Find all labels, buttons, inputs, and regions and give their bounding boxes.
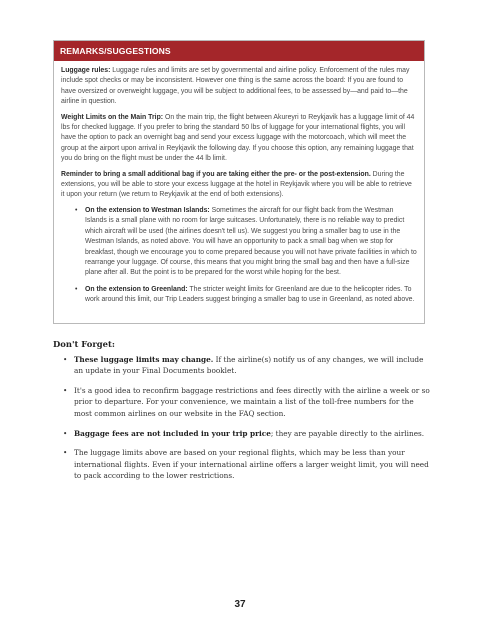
remarks-header: REMARKS/SUGGESTIONS: [54, 41, 424, 61]
greenland-lead: On the extension to Greenland:: [85, 285, 188, 293]
reminder-paragraph: [61, 170, 417, 201]
remarks-box: [53, 40, 425, 324]
item-text: If the airline(s) notify us of any changes, we will include an update in your Final Documents booklet.: [74, 354, 424, 376]
list-item: [63, 385, 433, 420]
westman-text: Sometimes the aircraft for our flight back from the Westman Islands is a small plane with no room for large suitcases. Unfortunately, there is no reliable way to predict which aircraft will be used (the airlines doesn't tell us). We suggest you bring a smaller bag to use in the Westman Islands, as noted above. You will have an opportunity to pack a small bag when we stop for breakfast, though we encourage you to come prepared because you will not have private facilities in which to rearrange your luggage. Of course, this means that you might bring the small bag and then have a full-size plane after all. But the point is to be prepared for the worst while hoping for the best.: [85, 206, 417, 277]
item-text: ; they are payable directly to the airlines.: [270, 428, 425, 438]
list-item-westman: [75, 206, 417, 279]
greenland-text: The stricter weight limits for Greenland are due to the helicopter rides. To work around this limit, our Trip Leaders suggest bringing a smaller bag to use in Greenland, as noted above.: [85, 285, 415, 304]
list-item: [63, 447, 433, 482]
weight-limits-lead: Weight Limits on the Main Trip:: [61, 113, 164, 121]
bullet-icon: •: [75, 285, 78, 293]
weight-limits-paragraph: [61, 113, 417, 165]
extension-list: [61, 206, 417, 306]
weight-limits-text: On the main trip, the flight between Akureyri to Reykjavik has a luggage limit of 44 lbs for checked luggage. If you prefer to bring the standard 50 lbs of luggage for your international flights, you will have the option to pack an overnight bag and send your excess luggage with the motorcoach, which will meet the group at the airport upon arrival in Reykjavik the following day. If you choose this option, any remaining luggage that you do bring on the flight must be under the 44 lb limit.: [61, 113, 415, 163]
bullet-icon: •: [63, 385, 68, 395]
item-bold: Baggage fees are not included in your trip price: [74, 428, 271, 438]
luggage-rules-text: Luggage rules and limits are set by governmental and airline policy. Enforcement of the rules may include spot checks or may be inconsistent. However one thing is the same across the board: If you are found to have oversized or overweight luggage, you will be subject to additional fees, to be assessed by—and paid to—the airline in question.: [61, 67, 410, 106]
item-text: The luggage limits above are based on your regional flights, which may be less than your international flights. Even if your international airline offers a larger weight limit, you will need to pack according to the lower restrictions.: [74, 448, 429, 481]
dont-forget-list: [53, 354, 433, 482]
remarks-body: [54, 61, 424, 306]
reminder-lead: Reminder to bring a small additional bag if you are taking either the pre- or the post-extension.: [61, 170, 371, 178]
page-number: 37: [234, 599, 246, 610]
dont-forget-heading: Don't Forget:: [53, 339, 115, 349]
list-item-greenland: [75, 285, 417, 306]
item-text: It's a good idea to reconfirm baggage restrictions and fees directly with the airline a week or so prior to departure. For your convenience, we maintain a list of the toll-free numbers for the most common airlines on our website in the FAQ section.: [74, 385, 430, 418]
list-item: [63, 354, 433, 377]
luggage-rules-lead: Luggage rules:: [61, 67, 111, 74]
bullet-icon: •: [63, 448, 68, 458]
reminder-text: During the extensions, you will be able to store your excess luggage at the hotel in Reykjavik where you will be able to retrieve it upon your return (we return to Reykjavik at the end of both extensions).: [61, 170, 412, 199]
westman-lead: On the extension to Westman Islands:: [85, 206, 210, 214]
bullet-icon: •: [75, 206, 78, 214]
list-item: [63, 428, 433, 440]
luggage-rules-paragraph: [61, 66, 417, 108]
item-bold: These luggage limits may change.: [74, 354, 214, 364]
bullet-icon: •: [63, 354, 68, 364]
bullet-icon: •: [63, 428, 68, 438]
dont-forget-section: [53, 339, 433, 490]
